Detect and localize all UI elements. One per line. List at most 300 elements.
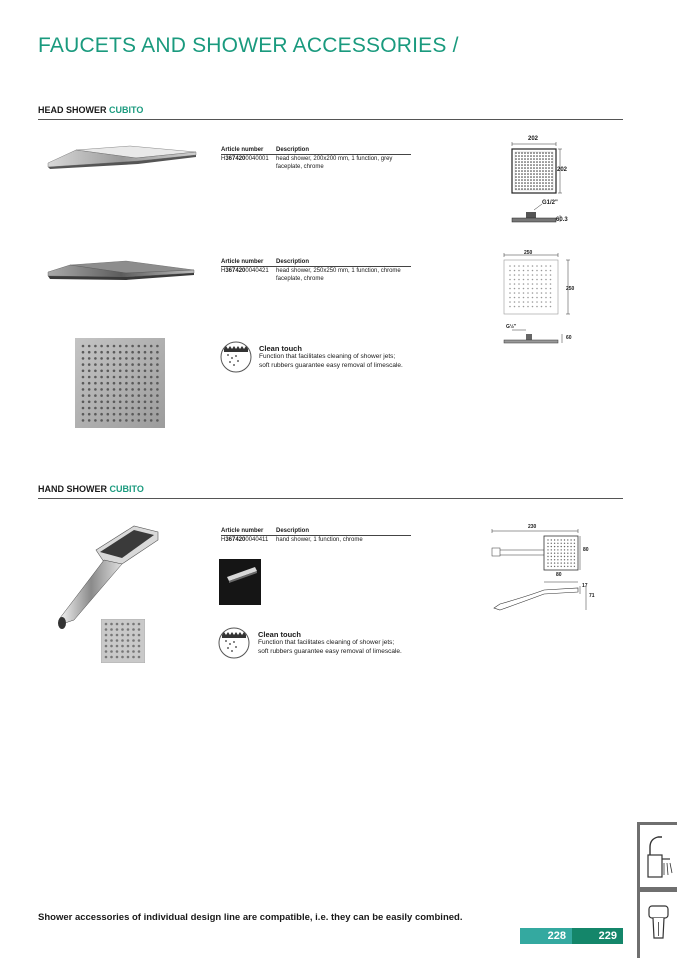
nozzle-dot <box>121 639 124 642</box>
nozzle-dot <box>551 182 553 184</box>
nozzle-dot <box>567 539 568 540</box>
nozzle-dot <box>570 546 571 547</box>
nozzle-dot <box>125 357 128 360</box>
nozzle-dot <box>150 351 153 354</box>
nozzle-dot <box>539 182 541 184</box>
nozzle-dot <box>523 279 525 281</box>
nozzle-dot <box>94 363 97 366</box>
nozzle-dot <box>564 559 565 560</box>
description: head shower, 200x200 mm, 1 function, grey faceplate, chrome <box>276 156 393 170</box>
nozzle-dot <box>551 173 553 175</box>
nozzle-dot <box>554 549 555 550</box>
nozzle-dot <box>567 559 568 560</box>
nozzle-dot <box>551 188 553 190</box>
nozzle-dot <box>554 559 555 560</box>
nozzle-dot <box>110 639 113 642</box>
nozzle-dot <box>567 549 568 550</box>
page-number-right[interactable]: 229 <box>572 928 623 944</box>
nozzle-dot <box>524 188 526 190</box>
nozzle-dot <box>557 549 558 550</box>
nozzle-dot <box>550 279 552 281</box>
nozzle-dot <box>547 566 548 567</box>
nozzle-dot <box>561 553 562 554</box>
nozzle-dot <box>530 188 532 190</box>
nozzle-dot <box>156 413 159 416</box>
nozzle-dot <box>521 161 523 163</box>
nozzle-dot <box>524 170 526 172</box>
section-label: HAND SHOWER <box>38 484 110 494</box>
nozzle-dot <box>127 623 130 626</box>
nozzle-dot <box>545 170 547 172</box>
col-description: Description <box>276 259 310 265</box>
nozzle-dot <box>545 283 547 285</box>
nozzle-dot <box>131 413 134 416</box>
head-shower-200-image <box>46 140 198 175</box>
nozzle-dot <box>542 176 544 178</box>
nozzle-dot <box>518 283 520 285</box>
nozzle-dot <box>138 413 141 416</box>
nozzle-dot <box>548 179 550 181</box>
nozzle-dot <box>100 357 103 360</box>
nozzle-dot <box>574 549 575 550</box>
nozzle-dot <box>551 176 553 178</box>
nozzle-dot <box>113 370 116 373</box>
nozzle-dot <box>545 179 547 181</box>
dim-head: 80 <box>583 547 589 553</box>
nozzle-dot <box>527 182 529 184</box>
description: hand shower, 1 function, chrome <box>276 537 363 543</box>
nozzle-dot <box>561 556 562 557</box>
nozzle-dot <box>138 382 141 385</box>
nozzle-dot <box>100 407 103 410</box>
nozzle-dot <box>138 645 141 648</box>
table-row <box>221 267 411 283</box>
nozzle-dot <box>554 539 555 540</box>
nozzle-dot <box>113 413 116 416</box>
nozzle-dot <box>515 170 517 172</box>
nozzle-dot <box>116 623 119 626</box>
nozzle-dot <box>125 388 128 391</box>
nozzle-dot <box>82 419 85 422</box>
nozzle-dot <box>523 274 525 276</box>
nozzle-dot <box>536 161 538 163</box>
nozzle-dot <box>518 188 520 190</box>
nozzle-dot <box>113 401 116 404</box>
nozzle-dot <box>542 167 544 169</box>
nozzle-dot <box>518 176 520 178</box>
nozzle-dot <box>88 388 91 391</box>
nozzle-dot <box>82 345 85 348</box>
nozzle-dot <box>539 170 541 172</box>
nozzle-dot <box>533 176 535 178</box>
nozzle-dot <box>561 549 562 550</box>
nozzle-dot <box>548 188 550 190</box>
nozzle-dot <box>530 173 532 175</box>
nozzle-dot <box>144 345 147 348</box>
nozzle-dot <box>530 167 532 169</box>
nozzle-dot <box>539 173 541 175</box>
nozzle-dot <box>527 158 529 160</box>
nozzle-dot <box>524 152 526 154</box>
nozzle-dot <box>530 161 532 163</box>
nozzle-dot <box>548 167 550 169</box>
nozzle-dot <box>527 270 529 272</box>
nozzle-dot <box>574 539 575 540</box>
nozzle-dot <box>545 274 547 276</box>
nozzle-dot <box>138 376 141 379</box>
nozzle-dot <box>515 188 517 190</box>
nozzle-dot <box>551 161 553 163</box>
nozzle-dot <box>541 306 543 308</box>
nozzle-dot <box>82 370 85 373</box>
nozzle-dot <box>570 539 571 540</box>
nozzle-dot <box>533 185 535 187</box>
nozzle-dot <box>532 292 534 294</box>
nozzle-dot <box>138 634 141 637</box>
nozzle-dot <box>536 292 538 294</box>
nozzle-dot <box>119 401 122 404</box>
nozzle-dot <box>557 556 558 557</box>
nozzle-dot <box>527 185 529 187</box>
nozzle-dot <box>533 164 535 166</box>
nozzle-dot <box>547 546 548 547</box>
nozzle-dot <box>561 543 562 544</box>
nozzle-dot <box>132 628 135 631</box>
nozzle-dot <box>570 556 571 557</box>
nozzle-dot <box>551 562 552 563</box>
nozzle-dot <box>564 549 565 550</box>
nozzle-dot <box>527 274 529 276</box>
nozzle-dot <box>82 413 85 416</box>
nozzle-dot <box>88 382 91 385</box>
nozzle-dot <box>100 363 103 366</box>
nozzle-dot <box>113 382 116 385</box>
nozzle-dot <box>547 549 548 550</box>
nozzle-dot <box>107 401 110 404</box>
nozzle-dot <box>88 413 91 416</box>
dim-width: 202 <box>528 136 539 142</box>
nozzle-dot <box>88 345 91 348</box>
nozzle-dot <box>523 288 525 290</box>
nozzle-dot <box>156 363 159 366</box>
nozzle-dot <box>532 265 534 267</box>
nozzle-dot <box>119 388 122 391</box>
nozzle-dot <box>539 155 541 157</box>
nozzle-dot <box>564 553 565 554</box>
nozzle-dot <box>547 556 548 557</box>
nozzle-dot <box>574 543 575 544</box>
nozzle-dot <box>509 306 511 308</box>
nozzle-dot <box>131 345 134 348</box>
nozzle-dot <box>125 407 128 410</box>
nozzle-dot <box>532 279 534 281</box>
nozzle-dot <box>94 357 97 360</box>
dim-depth: 60 <box>566 335 572 341</box>
nozzle-dot <box>156 357 159 360</box>
nozzle-dot <box>144 370 147 373</box>
nozzle-dot <box>548 164 550 166</box>
nozzle-dot <box>514 279 516 281</box>
clean-touch-icon <box>220 341 252 373</box>
nozzle-dot <box>533 170 535 172</box>
dim-height: 202 <box>557 167 568 173</box>
nozzle-dot <box>518 158 520 160</box>
article-table-head-shower-250 <box>221 258 411 283</box>
nozzle-dot <box>132 639 135 642</box>
nozzle-dot <box>527 170 529 172</box>
nozzle-dot <box>514 306 516 308</box>
nozzle-dot <box>564 562 565 563</box>
nozzle-dot <box>536 188 538 190</box>
nozzle-dot <box>527 279 529 281</box>
nozzle-dot <box>94 401 97 404</box>
clean-touch-icon <box>218 627 250 659</box>
nozzle-dot <box>541 270 543 272</box>
dim-height: 250 <box>566 286 575 292</box>
nozzle-dot <box>82 382 85 385</box>
nozzle-dot <box>144 388 147 391</box>
nozzle-dot <box>144 351 147 354</box>
nozzle-dot <box>113 357 116 360</box>
nozzle-dot <box>533 188 535 190</box>
nozzle-dot <box>545 297 547 299</box>
nozzle-dot <box>542 158 544 160</box>
nozzle-dot <box>536 288 538 290</box>
nozzle-dot <box>131 382 134 385</box>
nozzle-dot <box>144 419 147 422</box>
page-number-left[interactable]: 228 <box>520 928 572 944</box>
nozzle-dot <box>116 656 119 659</box>
nozzle-dot <box>536 155 538 157</box>
nozzle-dot <box>138 407 141 410</box>
nozzle-dot <box>121 634 124 637</box>
nozzle-dot <box>570 566 571 567</box>
nozzle-dot <box>94 345 97 348</box>
nozzle-dot <box>554 566 555 567</box>
nozzle-dot <box>82 401 85 404</box>
nozzle-dot <box>570 562 571 563</box>
article-table-hand-shower <box>221 527 411 544</box>
nozzle-dot <box>551 559 552 560</box>
nozzle-dot <box>113 419 116 422</box>
nozzle-dot <box>138 357 141 360</box>
nozzle-dot <box>547 553 548 554</box>
nozzle-dot <box>116 645 119 648</box>
nozzle-dot <box>548 161 550 163</box>
nozzle-dot <box>530 158 532 160</box>
nozzle-dot <box>88 357 91 360</box>
nozzle-dot <box>121 623 124 626</box>
nozzle-dot <box>564 543 565 544</box>
nozzle-dot <box>550 292 552 294</box>
nozzle-dot <box>524 176 526 178</box>
nozzle-dot <box>515 161 517 163</box>
nozzle-dot <box>125 370 128 373</box>
nozzle-dot <box>150 357 153 360</box>
nozzle-dot <box>541 288 543 290</box>
nozzle-dot <box>574 546 575 547</box>
nozzle-dot <box>94 394 97 397</box>
nozzle-dot <box>545 188 547 190</box>
nozzle-dot <box>119 382 122 385</box>
nozzle-dot <box>523 265 525 267</box>
nozzle-dot <box>539 161 541 163</box>
nozzle-dot <box>545 185 547 187</box>
nozzle-dot <box>551 566 552 567</box>
nozzle-dot <box>131 407 134 410</box>
nozzle-dot <box>88 394 91 397</box>
nozzle-dot <box>521 170 523 172</box>
nozzle-dot <box>551 546 552 547</box>
nozzle-dot <box>119 363 122 366</box>
feature-description: Function that facilitates cleaning of shower jets; soft rubbers guarantee easy removal of limescale. <box>259 353 403 369</box>
side-tab-faucet-box[interactable] <box>640 825 677 887</box>
dim-depth: 60.3 <box>556 217 568 223</box>
nozzle-dot <box>88 401 91 404</box>
nozzle-dot <box>150 413 153 416</box>
nozzle-dot <box>509 288 511 290</box>
nozzle-dot <box>518 152 520 154</box>
dim-depth: 71 <box>589 593 595 599</box>
nozzle-dot <box>113 363 116 366</box>
nozzle-dot <box>518 301 520 303</box>
nozzle-dot <box>548 155 550 157</box>
nozzle-dot <box>110 650 113 653</box>
nozzle-dot <box>144 401 147 404</box>
table-row <box>221 536 411 544</box>
nozzle-dot <box>521 164 523 166</box>
section-label: HEAD SHOWER <box>38 105 110 115</box>
nozzle-dot <box>551 179 553 181</box>
nozzle-dot <box>536 152 538 154</box>
nozzle-dot <box>521 182 523 184</box>
nozzle-dot <box>94 388 97 391</box>
col-description: Description <box>276 528 310 534</box>
nozzle-dot <box>557 539 558 540</box>
nozzle-dot <box>542 170 544 172</box>
nozzle-dot <box>150 363 153 366</box>
article-table-header <box>221 527 411 536</box>
nozzle-dot <box>116 639 119 642</box>
nozzle-dot <box>132 634 135 637</box>
side-tab-shower-box[interactable] <box>640 892 677 958</box>
nozzle-dot <box>514 283 516 285</box>
nozzle-dot <box>554 553 555 554</box>
nozzle-dot <box>100 382 103 385</box>
nozzle-dot <box>509 274 511 276</box>
nozzle-dot <box>119 376 122 379</box>
nozzle-dot <box>551 158 553 160</box>
nozzle-dot <box>521 173 523 175</box>
nozzle-dot <box>515 167 517 169</box>
nozzle-dot <box>557 553 558 554</box>
nozzle-dot <box>156 382 159 385</box>
nozzle-dot <box>530 152 532 154</box>
nozzle-dot <box>518 270 520 272</box>
nozzle-dot <box>116 650 119 653</box>
nozzle-dot <box>138 370 141 373</box>
nozzle-dot <box>509 279 511 281</box>
hand-shower-faceplate-image <box>101 619 145 663</box>
nozzle-dot <box>574 559 575 560</box>
nozzle-dot <box>536 158 538 160</box>
nozzle-dot <box>156 351 159 354</box>
nozzle-dot <box>518 265 520 267</box>
nozzle-dot <box>131 401 134 404</box>
col-article-number: Article number <box>221 528 264 534</box>
nozzle-dot <box>530 185 532 187</box>
nozzle-dot <box>545 161 547 163</box>
col-article-number: Article number <box>221 259 264 265</box>
article-table-header <box>221 146 411 155</box>
nozzle-dot <box>521 152 523 154</box>
nozzle-dot <box>518 155 520 157</box>
section-divider <box>38 119 623 120</box>
nozzle-dot <box>94 407 97 410</box>
nozzle-dot <box>125 401 128 404</box>
nozzle-dot <box>515 164 517 166</box>
nozzle-dot <box>125 382 128 385</box>
nozzle-dot <box>518 164 520 166</box>
nozzle-dot <box>514 270 516 272</box>
nozzle-dot <box>127 639 130 642</box>
section-accent: CUBITO <box>109 484 144 494</box>
nozzle-dot <box>564 539 565 540</box>
nozzle-dot <box>545 306 547 308</box>
nozzle-dot <box>542 182 544 184</box>
nozzle-dot <box>119 351 122 354</box>
nozzle-dot <box>536 274 538 276</box>
nozzle-dot <box>545 279 547 281</box>
nozzle-dot <box>574 562 575 563</box>
nozzle-dot <box>523 297 525 299</box>
technical-drawing-200 <box>500 136 580 236</box>
nozzle-dot <box>542 185 544 187</box>
nozzle-dot <box>550 301 552 303</box>
footer-note: Shower accessories of individual design line are compatible, i.e. they can be easily combined. <box>38 912 463 923</box>
nozzle-dot <box>518 279 520 281</box>
nozzle-dot <box>131 419 134 422</box>
nozzle-dot <box>536 167 538 169</box>
nozzle-dot <box>127 656 130 659</box>
nozzle-dot <box>156 345 159 348</box>
nozzle-dot <box>545 301 547 303</box>
nozzle-dot <box>539 179 541 181</box>
nozzle-dot <box>138 388 141 391</box>
nozzle-dot <box>536 301 538 303</box>
nozzle-dot <box>574 566 575 567</box>
nozzle-dot <box>518 274 520 276</box>
nozzle-dot <box>113 351 116 354</box>
nozzle-dot <box>121 650 124 653</box>
nozzle-dot <box>547 539 548 540</box>
table-row <box>221 155 411 171</box>
nozzle-dot <box>514 297 516 299</box>
nozzle-dot <box>550 288 552 290</box>
nozzle-dot <box>570 543 571 544</box>
nozzle-dot <box>541 283 543 285</box>
nozzle-dot <box>545 270 547 272</box>
nozzle-dot <box>107 363 110 366</box>
nozzle-dot <box>551 553 552 554</box>
hand-shower-icon <box>640 892 677 958</box>
nozzle-dot <box>530 155 532 157</box>
technical-drawing-hand-shower <box>488 524 598 616</box>
nozzle-dot <box>548 185 550 187</box>
nozzle-dot <box>105 639 108 642</box>
nozzle-dot <box>100 370 103 373</box>
nozzle-dot <box>107 345 110 348</box>
